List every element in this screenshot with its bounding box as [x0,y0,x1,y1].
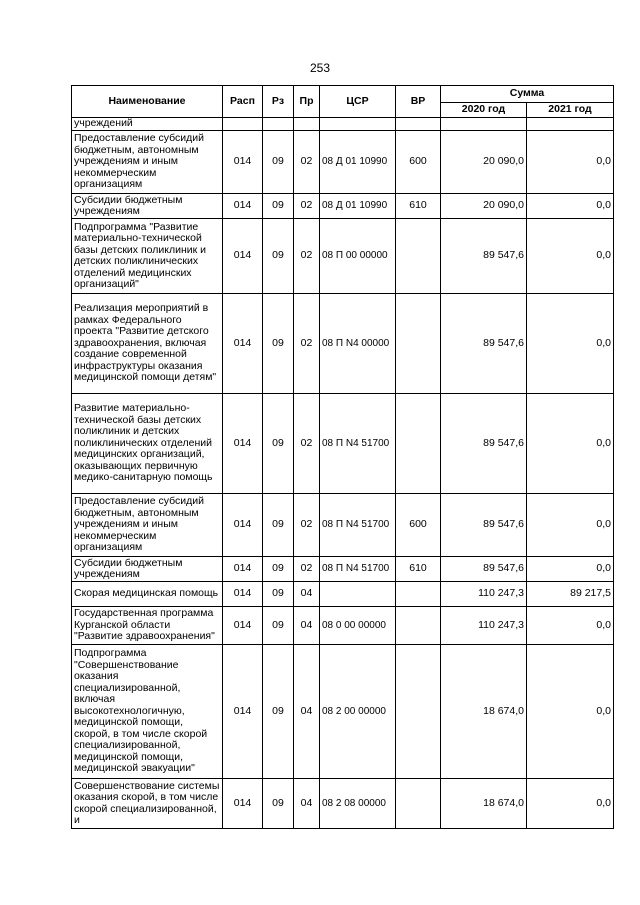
row-pr: 04 [294,779,320,829]
header-rasp: Расп [223,86,263,118]
row-name: учреждений [72,118,223,131]
row-csr: 08 П N4 51700 [320,557,396,582]
row-2021: 0,0 [527,494,614,557]
row-pr: 02 [294,219,320,294]
row-csr [320,582,396,607]
table-row [72,494,614,557]
row-2020: 110 247,3 [441,607,527,645]
page-number: 253 [309,61,331,75]
row-2020 [441,118,527,131]
row-pr: 02 [294,194,320,219]
row-rz: 09 [263,607,294,645]
row-csr: 08 0 00 00000 [320,607,396,645]
budget-table [71,85,614,829]
row-2020: 89 547,6 [441,494,527,557]
row-csr [320,118,396,131]
row-name: Предоставление субсидий бюджетным, автономным учреждениям и иным некоммерческим организациям [72,131,223,194]
header-sum: Сумма [441,86,614,103]
table-row [72,557,614,582]
table-row [72,194,614,219]
row-name: Субсидии бюджетным учреждениям [72,194,223,219]
row-pr: 02 [294,394,320,494]
row-rz: 09 [263,645,294,779]
row-2021: 0,0 [527,219,614,294]
row-pr: 04 [294,582,320,607]
row-csr: 08 П N4 51700 [320,394,396,494]
row-csr: 08 Д 01 10990 [320,131,396,194]
table-row [72,394,614,494]
row-pr: 02 [294,494,320,557]
table-row [72,645,614,779]
table-row [72,607,614,645]
row-2020: 20 090,0 [441,194,527,219]
row-rasp: 014 [223,131,263,194]
row-pr: 02 [294,131,320,194]
header-vr: ВР [396,86,441,118]
row-name: Скорая медицинская помощь [72,582,223,607]
row-vr [396,779,441,829]
row-rz: 09 [263,557,294,582]
row-rz: 09 [263,394,294,494]
row-pr: 04 [294,645,320,779]
table-row [72,131,614,194]
table-row [72,294,614,394]
table-body [72,118,614,829]
row-2021: 0,0 [527,294,614,394]
row-2021: 0,0 [527,645,614,779]
header-rz: Рз [263,86,294,118]
row-2020: 89 547,6 [441,557,527,582]
row-vr [396,645,441,779]
row-2021 [527,118,614,131]
row-rz: 09 [263,294,294,394]
row-rz: 09 [263,194,294,219]
row-name: Государственная программа Курганской области "Развитие здравоохранения" [72,607,223,645]
row-rasp: 014 [223,394,263,494]
row-rz: 09 [263,131,294,194]
row-2020: 89 547,6 [441,394,527,494]
row-rasp: 014 [223,494,263,557]
row-rasp [223,118,263,131]
row-pr: 02 [294,294,320,394]
table-row [72,582,614,607]
row-rz: 09 [263,779,294,829]
row-rasp: 014 [223,557,263,582]
row-vr [396,394,441,494]
row-rasp: 014 [223,294,263,394]
row-2020: 20 090,0 [441,131,527,194]
row-name: Подпрограмма "Совершенствование оказания специализированной, включая высокотехнологичную, медицинской помощи, скорой, в том числе скорой специализированной, медицинской помощи, медицинской эвакуации" [72,645,223,779]
row-2021: 0,0 [527,131,614,194]
row-2020: 89 547,6 [441,294,527,394]
row-vr [396,607,441,645]
row-rasp: 014 [223,645,263,779]
row-2020: 18 674,0 [441,645,527,779]
header-csr: ЦСР [320,86,396,118]
row-csr: 08 2 08 00000 [320,779,396,829]
row-vr: 600 [396,131,441,194]
row-2021: 89 217,5 [527,582,614,607]
row-csr: 08 Д 01 10990 [320,194,396,219]
row-name: Предоставление субсидий бюджетным, автономным учреждениям и иным некоммерческим организациям [72,494,223,557]
row-csr: 08 П 00 00000 [320,219,396,294]
row-rasp: 014 [223,607,263,645]
row-vr: 600 [396,494,441,557]
row-name: Развитие материально-технической базы детских поликлиник и детских поликлинических отделений медицинских организаций, оказывающих первичную медико-санитарную помощь [72,394,223,494]
row-name: Совершенствование системы оказания скорой, в том числе скорой специализированной, и [72,779,223,829]
row-2020: 89 547,6 [441,219,527,294]
row-rz: 09 [263,219,294,294]
row-pr: 02 [294,557,320,582]
header-2021: 2021 год [527,103,614,118]
row-name: Реализация мероприятий в рамках Федерального проекта "Развитие детского здравоохранения, включая создание современной инфраструктуры оказания медицинской помощи детям" [72,294,223,394]
row-vr [396,219,441,294]
row-vr [396,582,441,607]
row-rasp: 014 [223,779,263,829]
row-2020: 110 247,3 [441,582,527,607]
table-row [72,219,614,294]
row-name: Субсидии бюджетным учреждениям [72,557,223,582]
row-rasp: 014 [223,582,263,607]
row-rasp: 014 [223,219,263,294]
header-pr: Пр [294,86,320,118]
row-rz: 09 [263,582,294,607]
row-2021: 0,0 [527,394,614,494]
row-csr: 08 П N4 51700 [320,494,396,557]
table-row [72,118,614,131]
row-rz [263,118,294,131]
row-vr [396,294,441,394]
row-2021: 0,0 [527,779,614,829]
row-rasp: 014 [223,194,263,219]
row-2021: 0,0 [527,607,614,645]
row-2021: 0,0 [527,194,614,219]
row-csr: 08 2 00 00000 [320,645,396,779]
row-rz: 09 [263,494,294,557]
header-name: Наименование [72,86,223,118]
row-vr [396,118,441,131]
row-vr: 610 [396,194,441,219]
table-row [72,779,614,829]
row-vr: 610 [396,557,441,582]
row-name: Подпрограмма "Развитие материально-технической базы детских поликлиник и детских поликлинических отделений медицинских организаций" [72,219,223,294]
row-csr: 08 П N4 00000 [320,294,396,394]
header-2020: 2020 год [441,103,527,118]
row-pr: 04 [294,607,320,645]
row-2020: 18 674,0 [441,779,527,829]
row-pr [294,118,320,131]
row-2021: 0,0 [527,557,614,582]
